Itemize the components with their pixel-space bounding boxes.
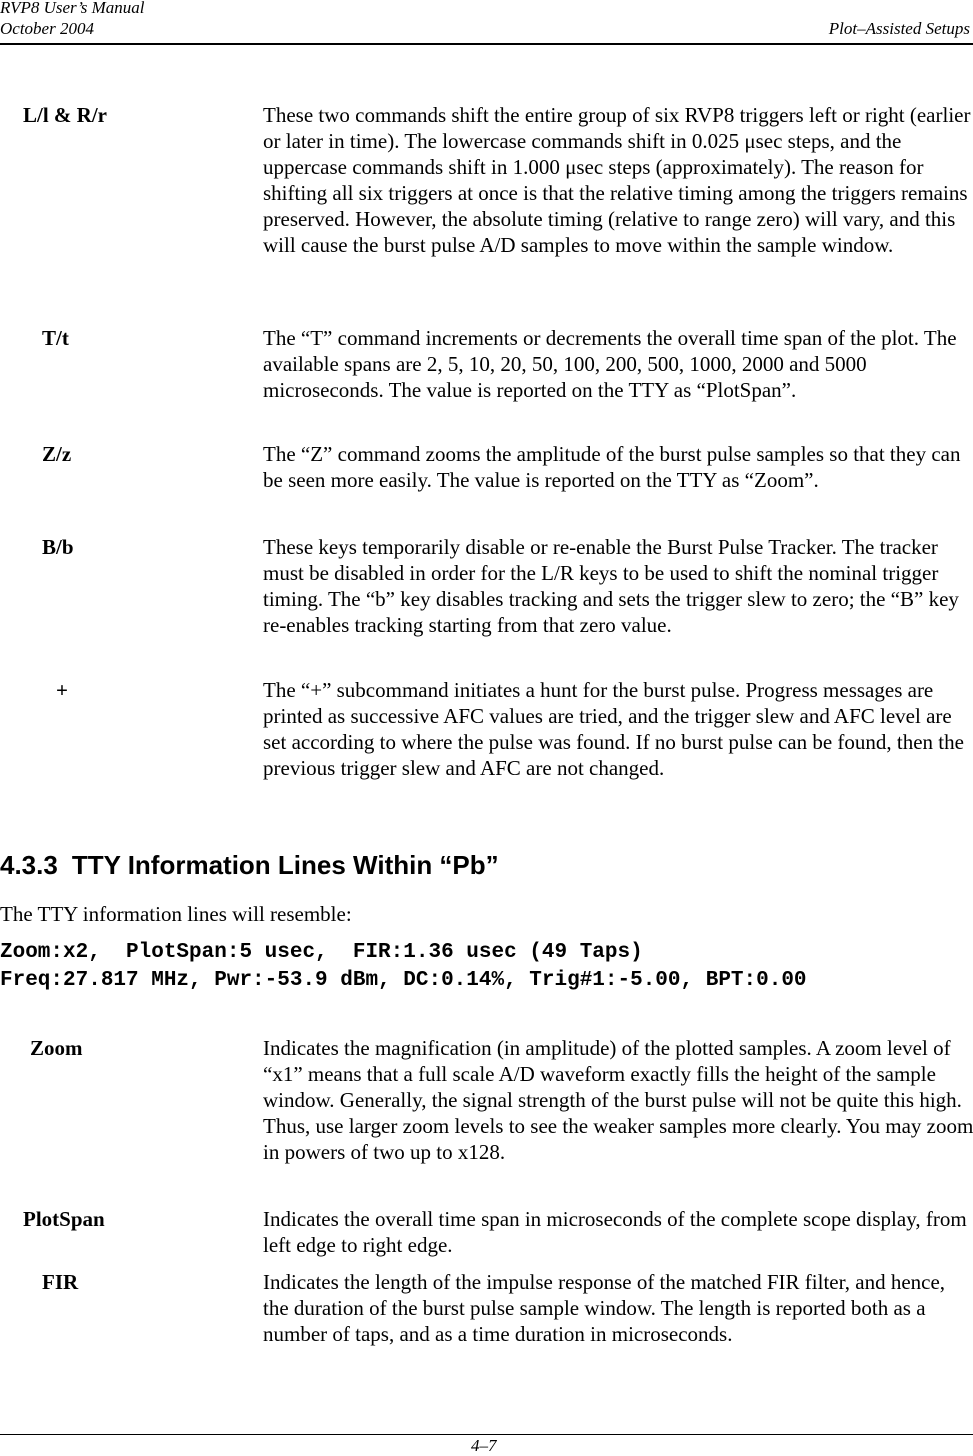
command-term-t: T/t bbox=[42, 326, 69, 350]
command-term-plus: + bbox=[56, 678, 68, 702]
field-desc-zoom: Indicates the magnification (in amplitude) of the plotted samples. A zoom level of “x1” means that a full scale A/D waveform exactly fills the height of the sample window. Generally, the signal strength of the burst pulse will not be quite this high. Thus, use larger zoom levels to see the weaker samples more clearly. You may zoom in powers of two up to x128. bbox=[263, 1036, 973, 1164]
section-heading bbox=[0, 849, 499, 881]
manual-title: RVP8 User’s Manual bbox=[0, 0, 145, 17]
command-term-lr: L/l & R/r bbox=[23, 103, 107, 127]
command-term-z: Z/z bbox=[42, 442, 72, 466]
header-rule bbox=[0, 43, 973, 45]
publication-date: October 2004 bbox=[0, 19, 94, 38]
command-desc-z: The “Z” command zooms the amplitude of the burst pulse samples so that they can be seen more easily. The value is reported on the TTY as “Zoom”. bbox=[263, 442, 961, 492]
tty-line-1: Zoom:x2, PlotSpan:5 usec, FIR:1.36 usec (49 Taps) bbox=[0, 941, 643, 964]
section-number: 4.3.3 bbox=[0, 850, 58, 880]
field-desc-plotspan: Indicates the overall time span in microseconds of the complete scope display, from left edge to right edge. bbox=[263, 1207, 967, 1257]
command-desc-b: These keys temporarily disable or re-enable the Burst Pulse Tracker. The tracker must be disabled in order for the L/R keys to be used to shift the nominal trigger timing. The “b” key disables tracking and sets the trigger slew to zero; the “B” key re-enables tracking starting from that zero value. bbox=[263, 535, 959, 637]
footer-rule bbox=[0, 1434, 973, 1435]
command-desc-lr: These two commands shift the entire group of six RVP8 triggers left or right (earlier or later in time). The lowercase commands shift in 0.025 μsec steps, and the uppercase commands shift in 1.000 μsec steps (approximately). The reason for shifting all six triggers at once is that the relative timing among the triggers remains preserved. However, the absolute timing (relative to range zero) will vary, and this will cause the burst pulse A/D samples to move within the sample window. bbox=[263, 103, 971, 257]
running-header-left bbox=[0, 0, 145, 39]
command-desc-plus: The “+” subcommand initiates a hunt for the burst pulse. Progress messages are printed as successive AFC values are tried, and the trigger slew and AFC level are set according to where the pulse was found. If no burst pulse can be found, then the previous trigger slew and AFC are not changed. bbox=[263, 678, 964, 780]
section-title: TTY Information Lines Within “Pb” bbox=[71, 850, 499, 880]
field-desc-fir: Indicates the length of the impulse response of the matched FIR filter, and hence, the duration of the burst pulse sample window. The length is reported both as a number of taps, and as a time duration in microseconds. bbox=[263, 1270, 946, 1346]
section-intro: The TTY information lines will resemble: bbox=[0, 902, 352, 926]
command-term-b: B/b bbox=[42, 535, 74, 559]
command-desc-t: The “T” command increments or decrements the overall time span of the plot. The available spans are 2, 5, 10, 20, 50, 100, 200, 500, 1000, 2000 and 5000 microseconds. The value is reported on the TTY as “PlotSpan”. bbox=[263, 326, 957, 402]
field-term-plotspan: PlotSpan bbox=[23, 1207, 105, 1231]
chapter-title: Plot–Assisted Setups bbox=[828, 19, 970, 38]
field-term-zoom: Zoom bbox=[30, 1036, 83, 1060]
page-number: 4–7 bbox=[471, 1436, 497, 1455]
field-term-fir: FIR bbox=[42, 1270, 79, 1294]
tty-line-2: Freq:27.817 MHz, Pwr:-53.9 dBm, DC:0.14%, Trig#1:-5.00, BPT:0.00 bbox=[0, 969, 807, 992]
